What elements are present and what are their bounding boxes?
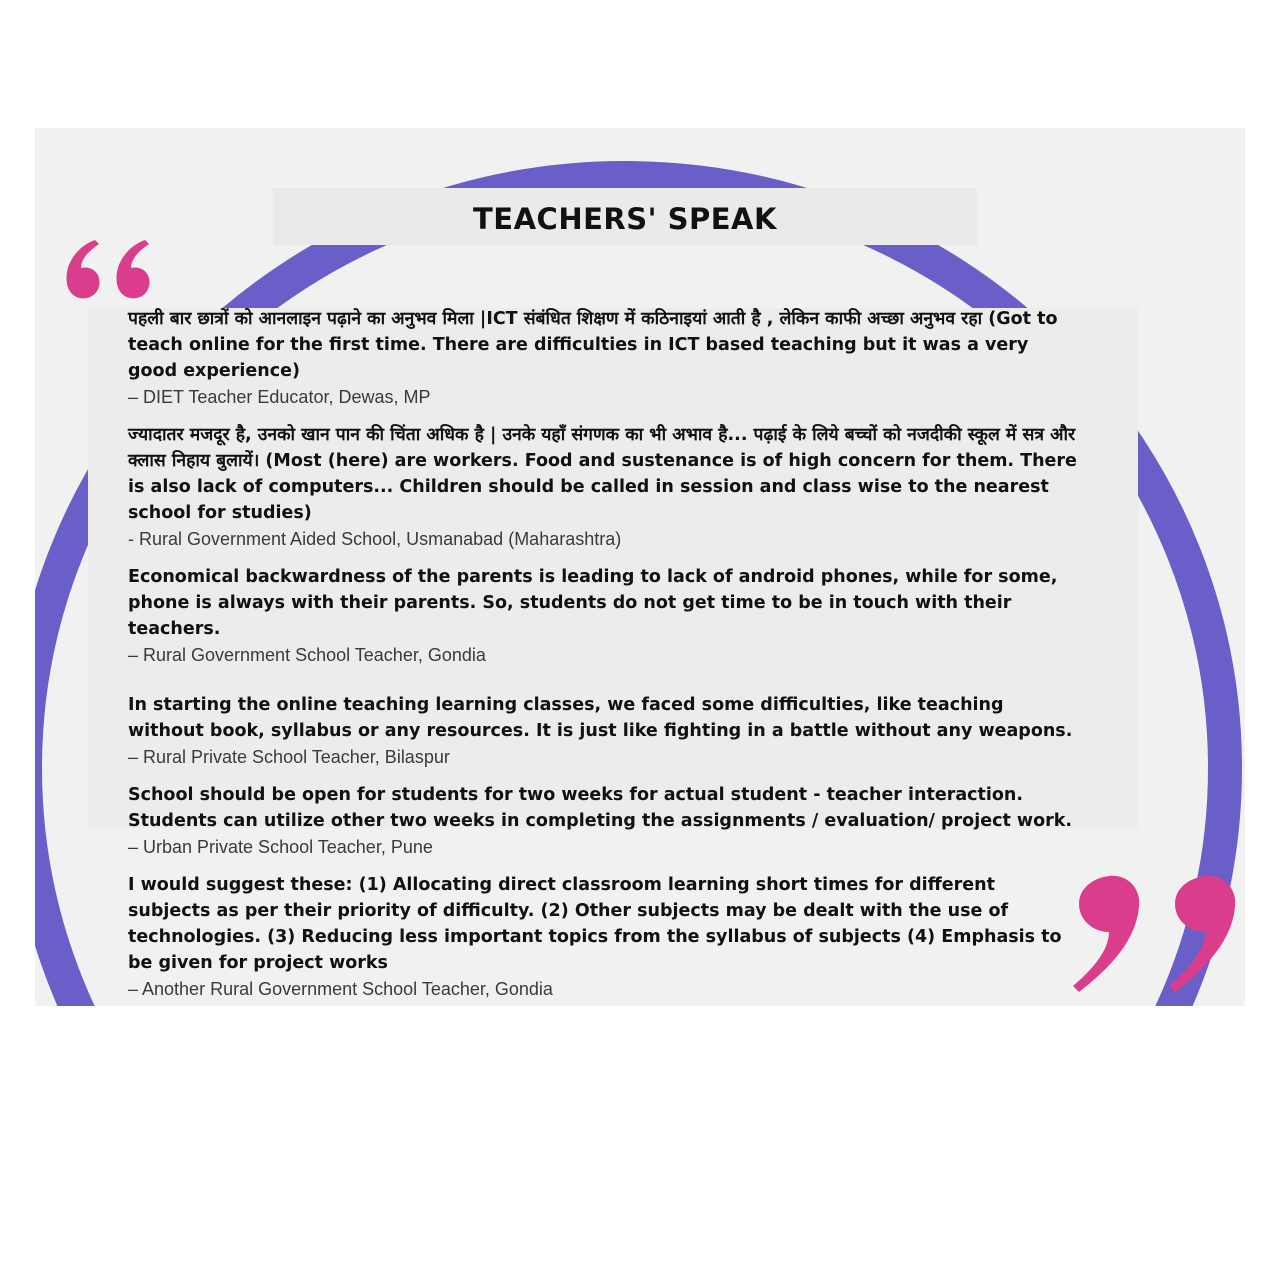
- quote-text: Economical backwardness of the parents is leading to lack of android phones, while for some, phone is always with their parents. So, students do not get time to be in touch with their teachers.: [128, 567, 1058, 639]
- quote-item: [128, 782, 1078, 860]
- page-title: TEACHERS' SPEAK: [473, 202, 777, 236]
- quote-item: [128, 692, 1078, 770]
- quote-item: [128, 306, 1078, 410]
- quote-text: In starting the online teaching learning classes, we faced some difficulties, like teaching without book, syllabus or any resources. It is just like fighting in a battle without any weapons.: [128, 695, 1073, 741]
- quote-text: School should be open for students for two weeks for actual student - teacher interaction. Students can utilize other two weeks in completing the assignments / evaluation/ project work.: [128, 785, 1073, 831]
- open-quote-icon: [59, 232, 159, 302]
- quote-attribution: – DIET Teacher Educator, Dewas, MP: [128, 387, 431, 407]
- quote-item: [128, 872, 1078, 1002]
- quote-text: I would suggest these: (1) Allocating direct classroom learning short times for different subjects as per their priority of difficulty. (2) Other subjects may be dealt with the use of technologies. (3) Reducing less important topics from the syllabus of subjects (4) Emphasis to be given for project works: [128, 875, 1062, 973]
- quote-text: ज्यादातर मजदूर है, उनको खान पान की चिंता अधिक है | उनके यहाँ संगणक का भी अभाव है... पढ़ाई के लिये बच्चों को नजदीकी स्कूल में सत्र और क्लास निहाय बुलायें। (Most (here) are workers. Food and sustenance is of high concern for them. There is also lack of computers... Children should be called in session and class wise to the nearest school for studies): [128, 425, 1077, 523]
- quotes-list: [128, 306, 1078, 1006]
- quote-attribution: – Rural Government School Teacher, Gondia: [128, 645, 486, 665]
- quote-item: [128, 564, 1078, 668]
- quote-text: पहली बार छात्रों को आनलाइन पढ़ाने का अनुभव मिला |ICT संबंधित शिक्षण में कठिनाइयां आती है , लेकिन काफी अच्छा अनुभव रहा (Got to teach online for the first time. There are difficulties in ICT based teaching but it was a very good experience): [128, 309, 1058, 381]
- quote-attribution: - Rural Government Aided School, Usmanabad (Maharashtra): [128, 529, 622, 549]
- close-quote-icon: [1069, 872, 1245, 996]
- quote-attribution: – Rural Private School Teacher, Bilaspur: [128, 747, 450, 767]
- quote-attribution: – Urban Private School Teacher, Pune: [128, 837, 433, 857]
- testimonial-card: [35, 128, 1245, 1006]
- quote-item: [128, 422, 1078, 552]
- quote-attribution: – Another Rural Government School Teacher, Gondia: [128, 979, 553, 999]
